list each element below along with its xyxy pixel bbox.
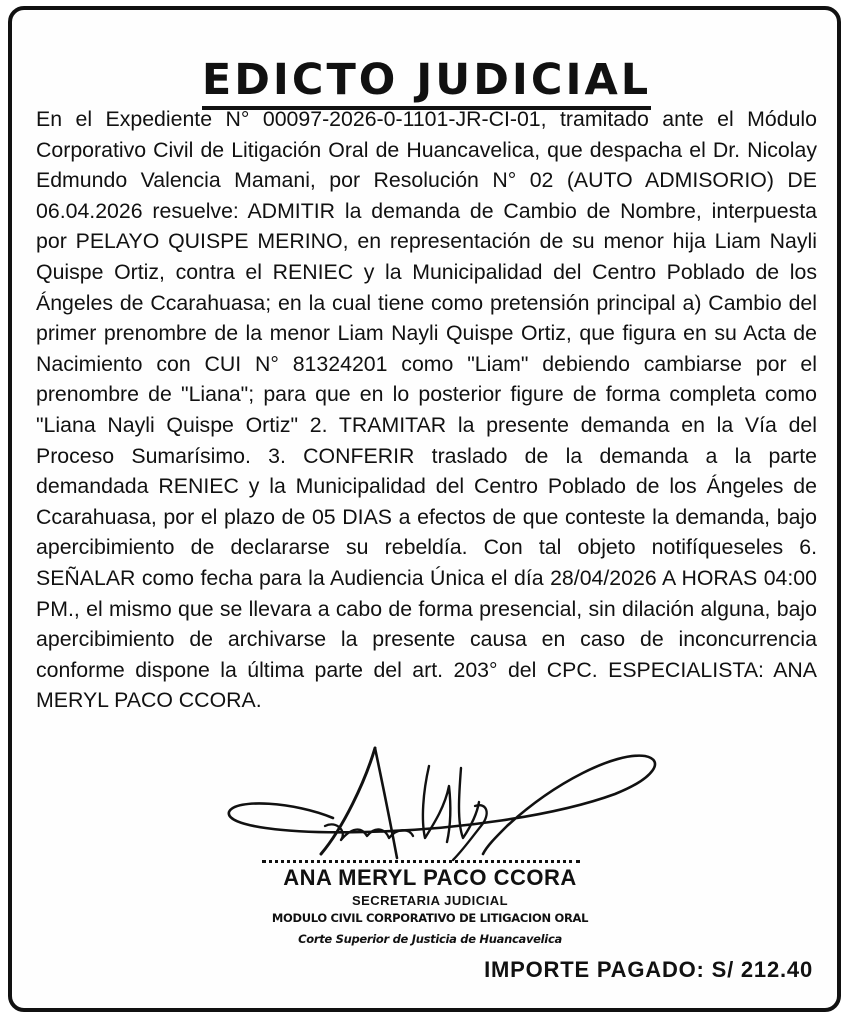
stamp-name: ANA MERYL PACO CCORA [283, 865, 577, 890]
stamp-office: MODULO CIVIL CORPORATIVO DE LITIGACION ORAL [271, 911, 589, 925]
document-title [0, 54, 853, 110]
signature-line [262, 860, 580, 863]
payment-amount: IMPORTE PAGADO: S/ 212.40 [484, 957, 813, 982]
stamp-role: SECRETARIA JUDICIAL [351, 893, 509, 908]
document-title-text: EDICTO JUDICIAL [202, 59, 651, 110]
edicto-body: En el Expediente N° 00097-2026-0-1101-JR-CI-01, tramitado ante el Módulo Corporativo Civil de Litigación Oral de Huancavelica, que despacha el Dr. Nicolay Edmundo Valencia Mamani, por Resolución N° 02 (AUTO ADMISORIO) DE 06.04.2026 resuelve: ADMITIR la demanda de Cambio de Nombre, interpuesta por PELAYO QUISPE MERINO, en representación de su menor hija Liam Nayli Quispe Ortiz, contra el RENIEC y la Municipalidad del Centro Poblado de los Ángeles de Ccarahuasa; en la cual tiene como pretensión principal a) Cambio del primer prenombre de la menor Liam Nayli Quispe Ortiz, que figura en su Acta de Nacimiento con CUI N° 81324201 como "Liam" debiendo cambiarse por el prenombre de "Liana"; para que en lo posterior figure de forma completa como "Liana Nayli Quispe Ortiz" 2. TRAMITAR la presente demanda en la Vía del Proceso Sumarísimo. 3. CONFERIR traslado de la demanda a la parte demandada RENIEC y la Municipalidad del Centro Poblado de los Ángeles de Ccarahuasa, por el plazo de 05 DIAS a efectos de que conteste la demanda, bajo apercibimiento de declararse su rebeldía. Con tal objeto notifíqueseles 6. SEÑALAR como fecha para la Audiencia Única el día 28/04/2026 A HORAS 04:00 PM., el mismo que se llevara a cabo de forma presencial, sin dilación alguna, bajo apercibimiento de archivarse la presente causa en caso de inconcurrencia conforme dispone la última parte del art. 203° del CPC. ESPECIALISTA: ANA MERYL PACO CCORA. [36, 107, 817, 713]
handwritten-signature [225, 742, 685, 864]
stamp-court: Corte Superior de Justicia de Huancavelica [298, 932, 562, 946]
